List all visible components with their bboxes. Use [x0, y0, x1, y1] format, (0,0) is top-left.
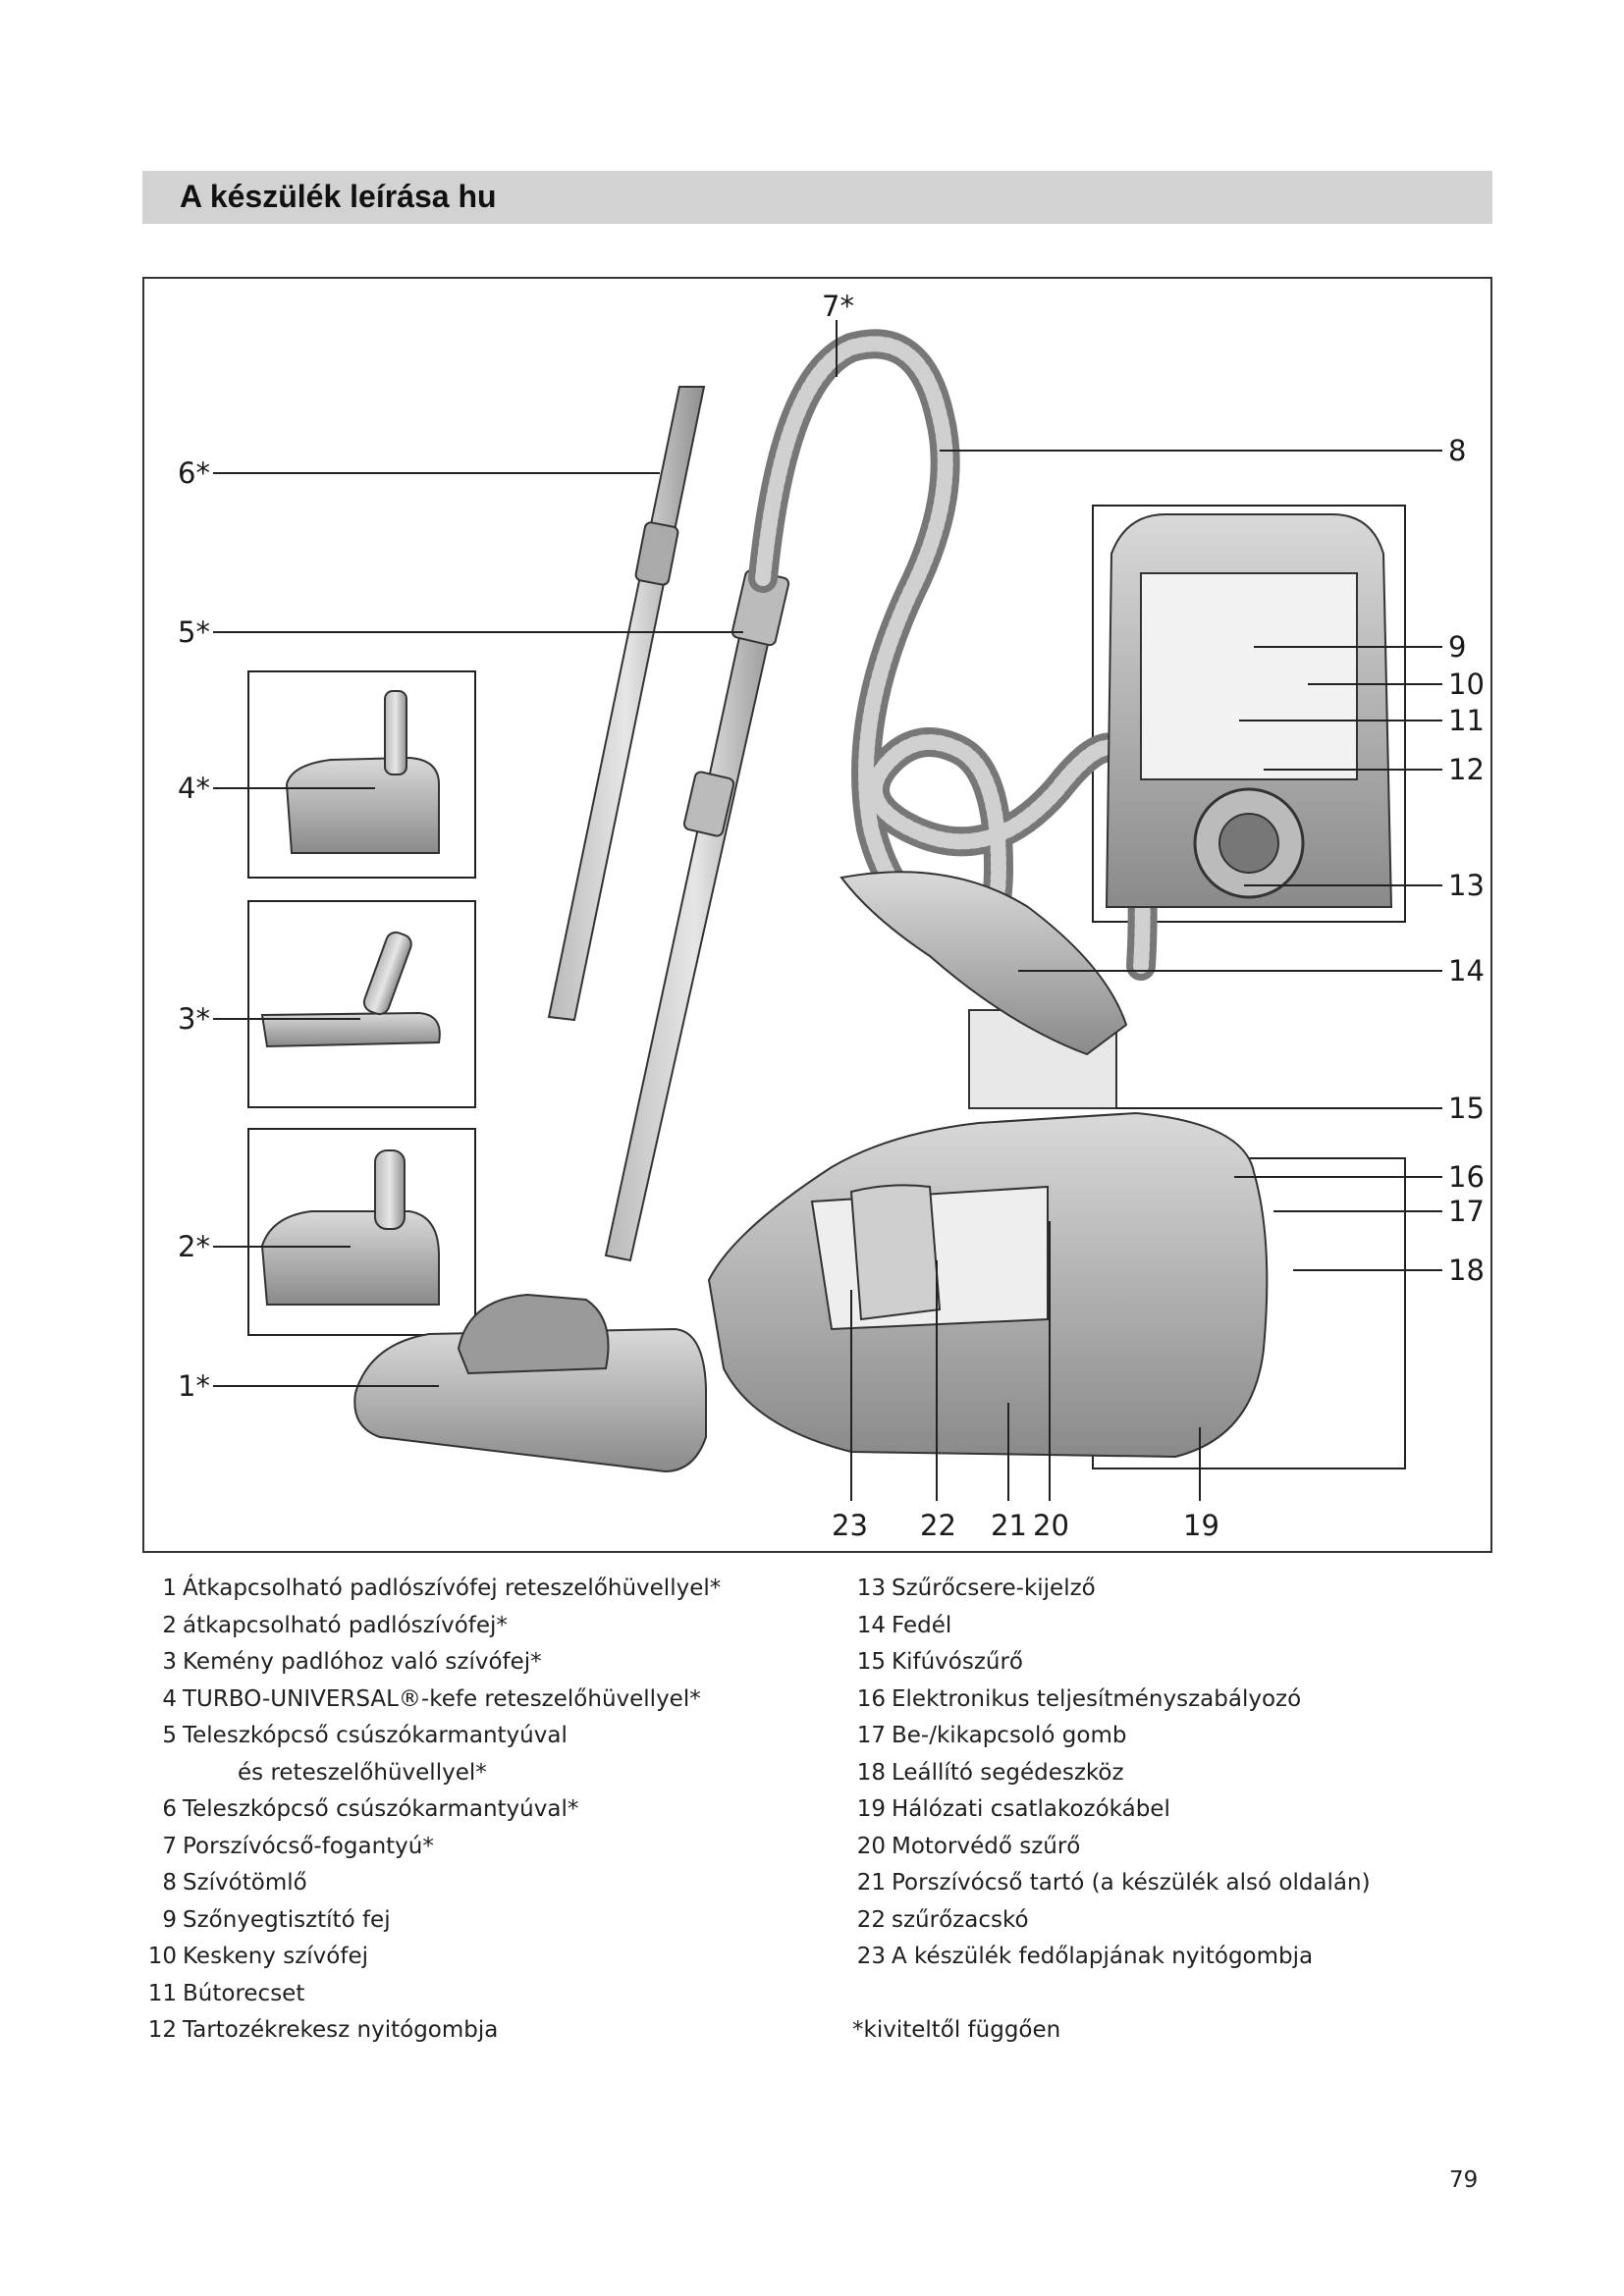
callout-16: 16 — [1448, 1160, 1485, 1194]
legend-item: 2 átkapcsolható padlószívófej* — [162, 1612, 508, 1638]
legend-item: 21 Porszívócső tartó (a készülék alsó oldalán) — [856, 1870, 1371, 1896]
callout-2: 2* — [178, 1230, 210, 1263]
legend-item: 8 Szívótömlő — [162, 1870, 307, 1896]
vacuum-cleaner-diagram — [142, 277, 1492, 1553]
legend-item: 4 TURBO-UNIVERSAL®-kefe reteszelőhüvellyel* — [162, 1685, 701, 1712]
callout-3: 3* — [178, 1002, 210, 1036]
callout-6: 6* — [178, 456, 210, 490]
diagram-drawing — [144, 279, 1492, 1553]
vacuum-body-drawing — [709, 872, 1267, 1457]
section-header-bar — [142, 171, 1492, 224]
callout-15: 15 — [1448, 1092, 1485, 1125]
callout-20: 20 — [1033, 1509, 1069, 1542]
legend-item: 18 Leállító segédeszköz — [856, 1759, 1124, 1786]
legend-item: 1 Átkapcsolható padlószívófej reteszelőhüvellyel* — [162, 1575, 722, 1601]
legend-item: 17 Be-/kikapcsoló gomb — [856, 1723, 1127, 1748]
callout-23: 23 — [832, 1509, 868, 1542]
legend-item: 13 Szűrőcsere-kijelző — [856, 1575, 1096, 1601]
callout-1: 1* — [178, 1369, 210, 1403]
inset-hard-floor-nozzle — [248, 901, 475, 1107]
legend-item: 6 Teleszkópcső csúszókarmantyúval* — [162, 1796, 579, 1822]
callout-4: 4* — [178, 772, 210, 805]
page-number: 79 — [1449, 2167, 1479, 2193]
callout-13: 13 — [1448, 869, 1485, 902]
legend-item: 12 Tartozékrekesz nyitógombja — [147, 2017, 499, 2043]
callout-14: 14 — [1448, 954, 1485, 988]
callout-17: 17 — [1448, 1195, 1485, 1228]
legend-item: 16 Elektronikus teljesítményszabályozó — [856, 1685, 1302, 1712]
legend-item: 9 Szőnyegtisztító fej — [162, 1906, 391, 1933]
callout-11: 11 — [1448, 704, 1485, 737]
callout-7: 7* — [822, 290, 854, 323]
legend-item: 19 Hálózati csatlakozókábel — [856, 1796, 1170, 1822]
legend-item: 15 Kifúvószűrő — [856, 1649, 1023, 1675]
legend-item: 14 Fedél — [856, 1612, 952, 1638]
legend-item: 22 szűrőzacskó — [856, 1906, 1029, 1933]
legend-item: 10 Keskeny szívófej — [147, 1944, 368, 1969]
callout-19: 19 — [1183, 1509, 1219, 1542]
footnote: *kiviteltől függően — [852, 2016, 1061, 2043]
legend-item: 7 Porszívócső-fogantyú* — [162, 1833, 434, 1859]
callout-18: 18 — [1448, 1254, 1485, 1287]
legend-left-column — [145, 1571, 833, 2050]
callout-10: 10 — [1448, 667, 1485, 701]
section-title: A készülék leírása hu — [180, 179, 497, 214]
callout-21: 21 — [991, 1509, 1027, 1542]
legend-item-continuation: és reteszelőhüvellyel* — [238, 1759, 487, 1786]
accessory-compartment-drawing — [1107, 514, 1391, 907]
legend-item: 23 A készülék fedőlapjának nyitógombja — [856, 1944, 1314, 1969]
callout-5: 5* — [178, 615, 210, 649]
legend-item: 20 Motorvédő szűrő — [856, 1833, 1081, 1859]
hose-drawing — [763, 344, 1143, 966]
callout-12: 12 — [1448, 753, 1485, 786]
legend-item: 11 Bútorecset — [147, 1980, 305, 2006]
legend-right-column — [852, 1571, 1481, 2049]
legend-item: 5 Teleszkópcső csúszókarmantyúval — [162, 1723, 568, 1748]
callout-9: 9 — [1448, 630, 1467, 664]
legend-item: 3 Kemény padlóhoz való szívófej* — [162, 1649, 542, 1675]
callout-22: 22 — [920, 1509, 956, 1542]
callout-8: 8 — [1448, 434, 1467, 467]
